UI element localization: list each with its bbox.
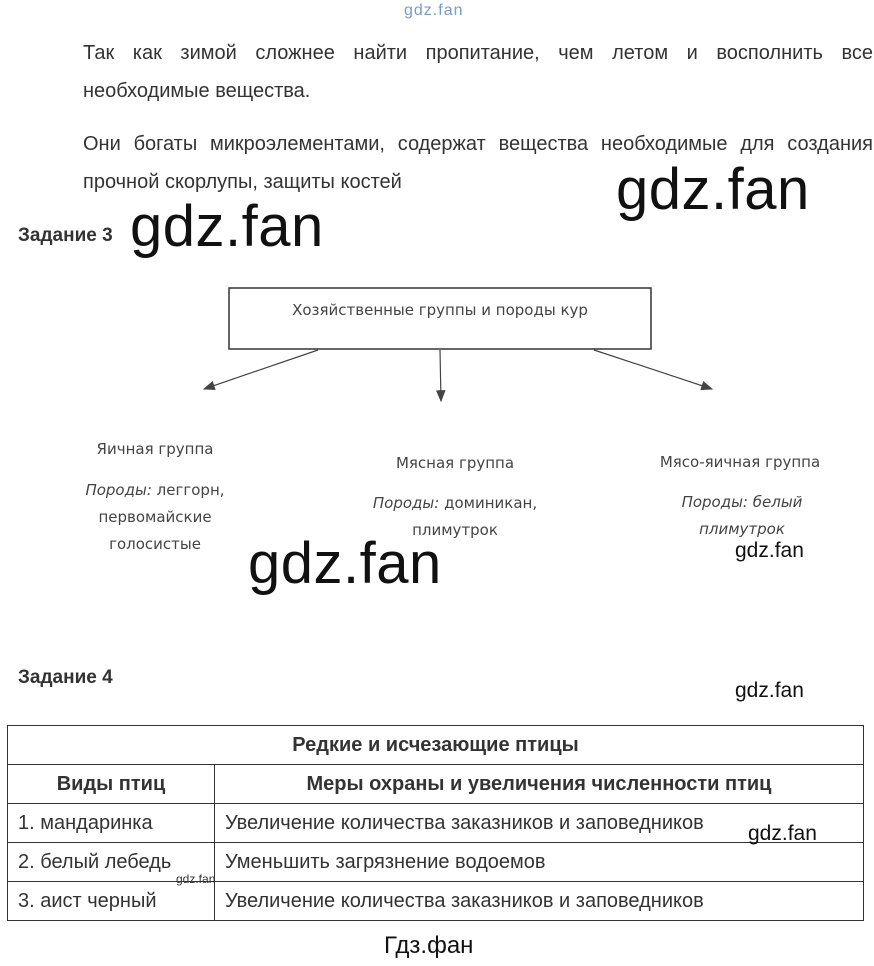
measures-cell: Уменьшить загрязнение водоемов <box>215 843 864 882</box>
species-cell: 3. аист черный <box>8 882 215 921</box>
task3-heading: Задание 3 <box>18 225 113 246</box>
group-egg-breeds <box>70 477 240 558</box>
diagram-root-label: Хозяйственные группы и породы кур <box>292 301 588 319</box>
watermark-small: gdz.fan <box>176 872 216 886</box>
task4-heading: Задание 4 <box>18 667 113 688</box>
breeds-list: доминикан, плимутрок <box>412 494 538 539</box>
watermark-large: gdz.fan <box>616 157 810 222</box>
breeds-label: Породы: <box>372 494 440 512</box>
answer-paragraph-1: Так как зимой сложнее найти пропитание, чем летом и восполнить все необходимые вещества. <box>83 42 873 102</box>
arrow-left <box>204 350 318 389</box>
group-meat-title: Мясная группа <box>395 454 515 472</box>
arrow-right <box>594 350 712 389</box>
watermark-medium: gdz.fan <box>735 539 804 562</box>
watermark-large: gdz.fan <box>248 531 442 596</box>
watermark-medium: gdz.fan <box>748 822 817 845</box>
watermark-top: gdz.fan <box>404 2 464 19</box>
breeds-label: Породы: <box>85 481 152 499</box>
arrow-center <box>440 350 441 401</box>
column-header-species: Виды птиц <box>8 765 215 804</box>
table-row <box>8 843 864 882</box>
table-header-row <box>8 765 864 804</box>
rare-birds-table <box>7 725 864 921</box>
watermark-medium: gdz.fan <box>735 679 804 702</box>
column-header-measures: Меры охраны и увеличения численности птиц <box>215 765 864 804</box>
measures-cell: Увеличение количества заказников и заповедников <box>215 804 864 843</box>
answer-paragraph-2: Они богаты микроэлементами, содержат вещества необходимые для создания прочной скорлупы, защиты костей <box>83 133 873 193</box>
measures-cell: Увеличение количества заказников и заповедников <box>215 882 864 921</box>
group-meat-egg-title: Мясо-яичная группа <box>659 453 821 471</box>
watermark-bottom: Гдз.фан <box>384 932 474 959</box>
group-egg-title: Яичная группа <box>96 440 214 458</box>
table-row <box>8 882 864 921</box>
group-meat-egg-breeds: Породы: белый плимутрок <box>681 493 803 538</box>
species-cell: 1. мандаринка <box>8 804 215 843</box>
table-title: Редкие и исчезающие птицы <box>8 726 864 765</box>
table-title-row <box>8 726 864 765</box>
watermark-large: gdz.fan <box>130 194 324 259</box>
breeds-list: леггорн, первомайские голосистые <box>98 481 225 553</box>
table-row <box>8 804 864 843</box>
species-cell: 2. белый лебедь <box>8 843 215 882</box>
